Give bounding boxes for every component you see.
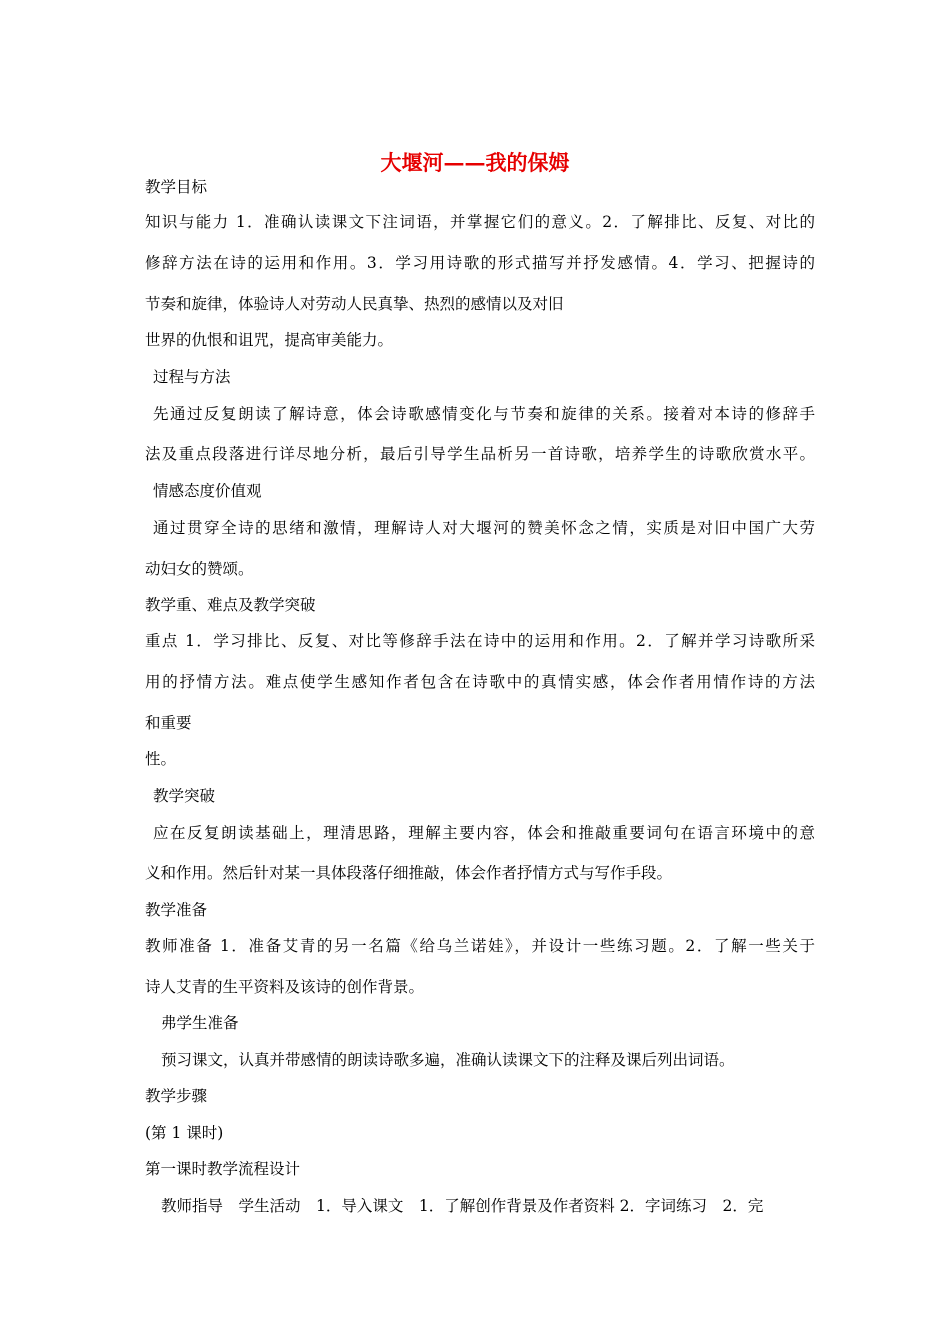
body-line: 预习课文，认真并带感情的朗读诗歌多遍，准确认读课文下的注释及课后列出词语。: [161, 1051, 735, 1069]
body-line: 诗人艾青的生平资料及该诗的创作背景。: [145, 978, 425, 996]
heading-key-difficult-points: 教学重、难点及教学突破: [145, 596, 316, 614]
heading-teaching-steps: 教学步骤: [145, 1087, 208, 1105]
heading-teaching-breakthrough: 教学突破: [153, 787, 216, 805]
body-line: 性。: [145, 750, 177, 768]
heading-teaching-goals: 教学目标: [145, 178, 208, 196]
body-line: 节奏和旋律，体验诗人对劳动人民真挚、热烈的感情以及对旧: [145, 295, 564, 313]
body-line: 用的抒情方法。难点使学生感知作者包含在诗歌中的真情实感，体会作者用情作诗的方法: [145, 673, 815, 691]
body-line: 世界的仇恨和诅咒，提高审美能力。: [145, 331, 394, 349]
lesson-number: (第 1 课时): [145, 1124, 224, 1142]
body-line: 先通过反复朗读了解诗意，体会诗歌感情变化与节奏和旋律的关系。接着对本诗的修辞手: [153, 405, 815, 423]
body-line: 法及重点段落进行详尽地分析，最后引导学生品析另一首诗歌，培养学生的诗歌欣赏水平。: [145, 445, 815, 463]
heading-emotion-values: 情感态度价值观: [153, 482, 262, 500]
body-line: 重点 1．学习排比、反复、对比等修辞手法在诗中的运用和作用。2．了解并学习诗歌所采: [145, 632, 815, 650]
body-line: 动妇女的赞颂。: [145, 560, 254, 578]
body-line: 知识与能力 1．准确认读课文下注词语，并掌握它们的意义。2．了解排比、反复、对比的: [145, 213, 815, 231]
body-line: 应在反复朗读基础上，理清思路，理解主要内容，体会和推敲重要词句在语言环境中的意: [153, 824, 815, 842]
heading-process-method: 过程与方法: [153, 368, 231, 386]
document-title: 大堰河——我的保姆: [380, 150, 570, 175]
body-line: 和重要: [145, 714, 192, 732]
body-line: 通过贯穿全诗的思绪和激情，理解诗人对大堰河的赞美怀念之情，实质是对旧中国广大劳: [153, 519, 815, 537]
heading-student-preparation: 弗学生准备: [161, 1014, 239, 1032]
flow-table-row: 教师指导 学生活动 1．导入课文 1．了解创作背景及作者资料 2．字词练习 2．完: [161, 1197, 764, 1215]
body-line: 义和作用。然后针对某一具体段落仔细推敲，体会作者抒情方式与写作手段。: [145, 864, 673, 882]
body-line: 教师准备 1．准备艾青的另一名篇《给乌兰诺娃》，并设计一些练习题。2．了解一些关于: [145, 937, 815, 955]
heading-teaching-preparation: 教学准备: [145, 901, 208, 919]
body-line: 修辞方法在诗的运用和作用。3．学习用诗歌的形式描写并抒发感情。4．学习、把握诗的: [145, 254, 815, 272]
heading-lesson-flow: 第一课时教学流程设计: [145, 1160, 301, 1178]
